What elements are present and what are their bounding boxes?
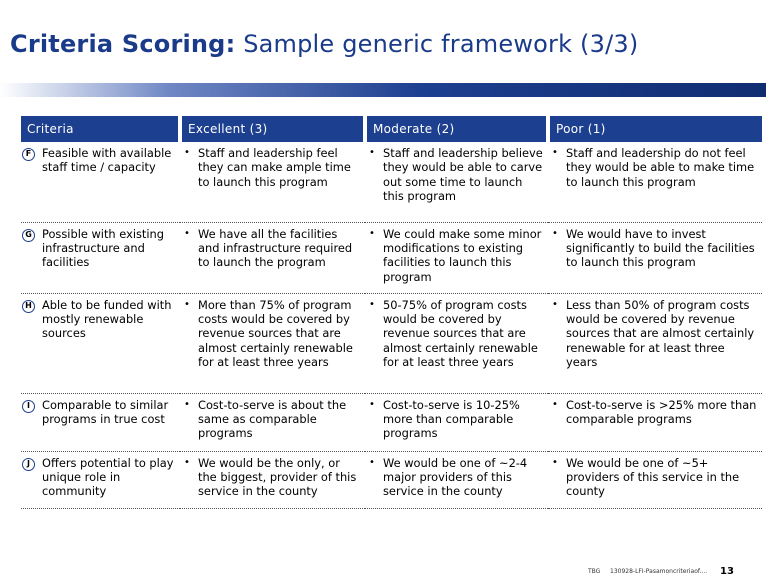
- title-rule-bar: [0, 83, 766, 97]
- criteria-table: [21, 116, 762, 509]
- table-row: [21, 451, 762, 508]
- poor-cell: • We would be one of ~5+ providers of this service in the county: [548, 451, 762, 508]
- excellent-cell: • We would be the only, or the biggest, provider of this service in the county: [180, 451, 365, 508]
- poor-cell: • We would have to invest significantly to build the facilities to launch this program: [548, 222, 762, 293]
- footer-doc-id: 130928-LFI-Pasamoncriteriaof....: [610, 568, 708, 575]
- criterion-cell: I Comparable to similar programs in true cost: [21, 393, 180, 451]
- moderate-cell: • Staff and leadership believe they would be able to carve out some time to launch this program: [365, 142, 548, 222]
- table-header-row: [21, 116, 762, 142]
- excellent-cell: • We have all the facilities and infrastructure required to launch the program: [180, 222, 365, 293]
- page-number: 13: [720, 566, 734, 577]
- page-title: Criteria Scoring: Sample generic framework (3/3): [10, 30, 639, 58]
- header-excellent: Excellent (3): [180, 116, 365, 142]
- criterion-cell: F Feasible with available staff time / capacity: [21, 142, 180, 222]
- table-row: [21, 293, 762, 393]
- footer-org: TBG: [588, 568, 601, 575]
- header-poor: Poor (1): [548, 116, 762, 142]
- excellent-cell: • More than 75% of program costs would be covered by revenue sources that are almost certainly renewable for at least three years: [180, 293, 365, 393]
- moderate-cell: • Cost-to-serve is 10-25% more than comparable programs: [365, 393, 548, 451]
- criterion-badge: F: [22, 148, 35, 161]
- table-row: [21, 222, 762, 293]
- excellent-cell: • Staff and leadership feel they can make ample time to launch this program: [180, 142, 365, 222]
- criterion-badge: I: [22, 400, 35, 413]
- table-row: [21, 393, 762, 451]
- criterion-cell: J Offers potential to play unique role in community: [21, 451, 180, 508]
- moderate-cell: • 50-75% of program costs would be covered by revenue sources that are almost certainly renewable for at least three years: [365, 293, 548, 393]
- criterion-cell: H Able to be funded with mostly renewable sources: [21, 293, 180, 393]
- criterion-badge: G: [22, 229, 35, 242]
- excellent-cell: • Cost-to-serve is about the same as comparable programs: [180, 393, 365, 451]
- moderate-cell: • We could make some minor modifications to existing facilities to launch this program: [365, 222, 548, 293]
- header-criteria: Criteria: [21, 116, 180, 142]
- poor-cell: • Cost-to-serve is >25% more than comparable programs: [548, 393, 762, 451]
- moderate-cell: • We would be one of ~2-4 major providers of this service in the county: [365, 451, 548, 508]
- criterion-badge: H: [22, 300, 35, 313]
- criterion-cell: G Possible with existing infrastructure and facilities: [21, 222, 180, 293]
- header-moderate: Moderate (2): [365, 116, 548, 142]
- criterion-badge: J: [22, 458, 35, 471]
- poor-cell: • Staff and leadership do not feel they would be able to make time to launch this program: [548, 142, 762, 222]
- table-row: [21, 142, 762, 222]
- poor-cell: • Less than 50% of program costs would be covered by revenue sources that are almost certainly renewable for at least three years: [548, 293, 762, 393]
